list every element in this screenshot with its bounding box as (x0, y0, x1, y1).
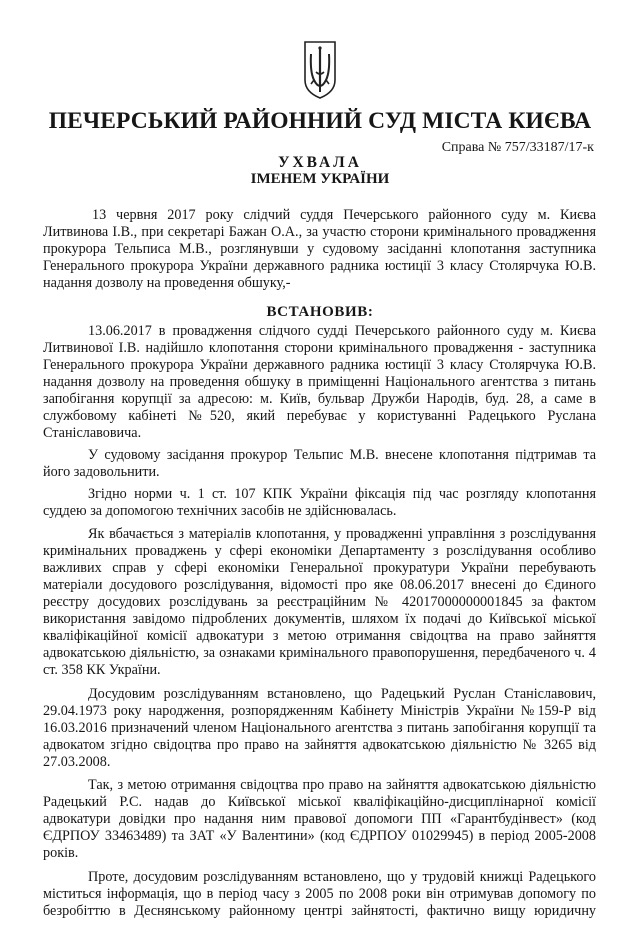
case-number: Справа № 757/33187/17-к (441, 140, 594, 155)
text-line: ЄДРПОУ 33463489) та ЗАТ «У Валентини» (код ЄДРПОУ 01029945) в період 2005-2008 (43, 828, 596, 844)
text-line: 13.06.2017 в провадження слідчого судді Печерського районного суду м. Києва (88, 323, 596, 339)
text-line: років. (43, 845, 79, 861)
text-line: міститься інформація, що в період часу з 2005 по 2008 роки він отримував допомогу по (43, 886, 596, 902)
court-name: ПЕЧЕРСЬКИЙ РАЙОННИЙ СУД МІСТА КИЄВА (48, 108, 592, 134)
text-line: використання завідомо підроблених документів, шляхом їх подачі до Київської міської (43, 611, 596, 627)
text-line: Як вбачається з матеріалів клопотання, у провадженні управління з розслідування (88, 526, 596, 542)
coat-of-arms-icon (303, 40, 337, 100)
text-line: кваліфікаційної комісії адвокатури з метою отримання свідоцтва на право зайняття (43, 628, 596, 644)
text-line: Литвинова І.В., при секретарі Бажан О.А., за участю сторони кримінального провадження (43, 224, 596, 240)
text-line: Радецький Р.С. надав до Київської міської кваліфікаційно-дисциплінарної комісії (43, 794, 596, 810)
text-line: 29.04.1973 року народження, розпорядженням Кабінету Міністрів України №159-Р від (43, 703, 596, 719)
text-line: 16.03.2016 призначений членом Національного агентства з питань запобігання корупції та (43, 720, 596, 736)
document-subtitle: ІМЕНЕМ УКРАЇНИ (250, 171, 390, 187)
text-line: Станіславовича. (43, 425, 142, 441)
text-line: прокурора Тельписа М.В., розглянувши у судовому засіданні клопотання заступника (43, 241, 596, 257)
text-line: реєстру досудових розслідувань за реєстраційним № 42017000000001845 за фактом (43, 594, 596, 610)
text-line: адвокатури довідки про надання ним правової допомоги ПП «Гарантбудінвест» (код (43, 811, 596, 827)
section-heading: ВСТАНОВИВ: (266, 304, 374, 320)
text-line: Згідно норми ч. 1 ст. 107 КПК України фіксація під час розгляду клопотання (88, 486, 596, 502)
text-line: його задовольнити. (43, 464, 160, 480)
text-line: надання дозволу на проведення обшуку в приміщенні Національного агентства з питань (43, 374, 596, 390)
text-line: службовому кабінеті №520, який перебуває у користуванні Радецького Руслана (43, 408, 596, 424)
text-line: суддею за допомогою технічних засобів не здійснювалась. (43, 503, 397, 519)
text-line: Литвинової І.В. надійшло клопотання сторони кримінального провадження - заступника (43, 340, 596, 356)
text-line: 27.03.2008. (43, 754, 111, 770)
text-line: Так, з метою отримання свідоцтва про право на зайняття адвокатською діяльністю (88, 777, 596, 793)
text-line: Генерального прокурора України державного радника юстиції 3 класу Столярчука Ю.В. (43, 357, 596, 373)
text-line: У судовому засідання прокурор Тельпис М.В. внесене клопотання підтримав та (88, 447, 596, 463)
text-line: ст. 358 КК України. (43, 662, 161, 678)
text-line: адвокатом згідно свідоцтва про право на зайняття адвокатською діяльністю № 3265 від (43, 737, 596, 753)
text-line: надання дозволу на проведення обшуку,- (43, 275, 291, 291)
text-line: Досудовим розслідуванням встановлено, що Радецький Руслан Станіславович, (88, 686, 596, 702)
text-line: важливих справ у сфері економіки Генеральної прокуратури України перебувають (43, 560, 596, 576)
text-line: матеріали досудового розслідування, відомості про яке 08.06.2017 внесені до Єдиного (43, 577, 596, 593)
text-line: Генерального прокурора України державного радника юстиції 3 класу Столярчука Ю.В. (43, 258, 596, 274)
text-line: адвокатською діяльністю, за ознаками кримінального правопорушення, передбаченого ч. 4 (43, 645, 596, 661)
text-line: запобігання корупції за адресою: м. Київ, бульвар Дружби Народів, буд. 28, а саме в (43, 391, 596, 407)
document-title: УХВАЛА (278, 154, 362, 171)
text-line: безробіттю в Деснянському районному центрі зайнятості, фактично вищу юридичну (43, 903, 596, 919)
text-line: кримінальних проваджень у сфері економіки Департаменту з розслідування особливо (43, 543, 596, 559)
text-line: Проте, досудовим розслідуванням встановлено, що у трудовій книжці Радецького (88, 869, 596, 885)
text-line: 13 червня 2017 року слідчий суддя Печерського районного суду м. Києва (92, 207, 596, 223)
